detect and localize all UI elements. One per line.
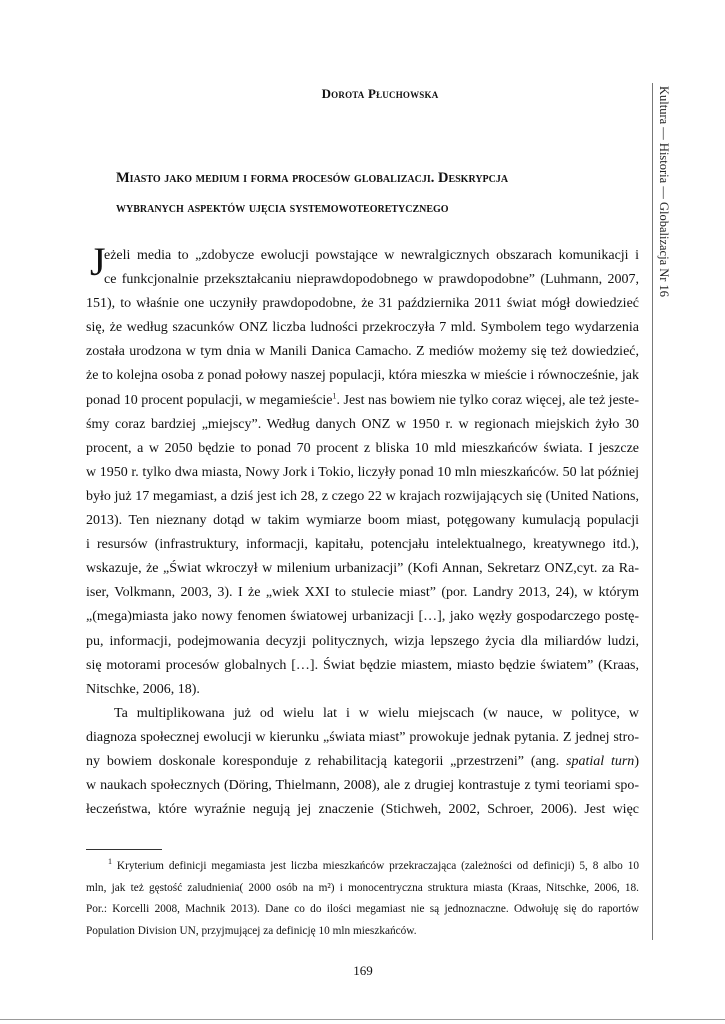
body-line: w 1950 r. tylko dwa miasta, Nowy Jork i Tokio, liczyły ponad 10 mln mieszkańców. 50 lat później (86, 464, 639, 480)
body-line: śmy coraz bardziej „miejscy”. Według danych ONZ w 1950 r. w regionach miejskich żyło 30 (86, 416, 639, 432)
body-line: i resursów (infrastruktury, informacji, kapitału, potencjału intelektualnego, kreatywnego itd.), (86, 537, 639, 553)
body-line: że to kolejna osoba z ponad połowy naszej populacji, która mieszka w mieście i równocześnie, jak (86, 368, 639, 384)
body-line: było już 17 megamiast, a dziś jest ich 28, z czego 22 w krajach rozwijających się (United Nations, (86, 488, 639, 504)
footnote-line: mln, jak też gęstość zaludnienia( 2000 osób na m²) i monocentryczna struktura miasta (Kraas, Nitschke, 2006, 18. (86, 881, 639, 894)
body-line: ce funkcjonalnie przekształcaniu nieprawdopodobnego w prawdopodobne” (Luhmann, 2007, (104, 272, 639, 288)
body-line: procent, a w 2050 będzie to ponad 70 procent z bliska 10 mld mieszkańców świata. I jeszcze (86, 440, 639, 456)
footnote-line-part: Kryterium definicji megamiasta jest liczba mieszkańców przekraczająca (zależności od definicji) 5, 8 albo 10 (112, 860, 639, 872)
body-line: została urodzona w tym dnia w Manili Danica Camacho. Z mediów możemy się też dowiedzieć, (86, 344, 639, 360)
footnote (86, 856, 639, 942)
page-bottom-rule (0, 1019, 725, 1020)
body-line: 151), to właśnie one uczyniły prawdopodobne, że 31 października 2011 świat mógł dowiedzieć (86, 296, 639, 312)
body-line: pu, informacji, podejmowania decyzji politycznych, wizja lepszego życia dla miliardów ludzi, (86, 633, 639, 649)
footnote-number: 1 (108, 857, 112, 867)
footnote-line: Population Division UN, przyjmującej za definicję 10 mln mieszkańców. (86, 924, 417, 937)
body-line-part: . Jest nas bowiem nie tylko coraz więcej, ale też jeste- (336, 392, 639, 408)
body-line: „(mega)miasta jako nowy fenomen światowej urbanizacji […], jako węzły gospodarczego postę- (86, 609, 639, 625)
body-line (86, 750, 639, 774)
body-line: wskazuje, że „Świat wkroczył w milenium urbanizacji” (Kofi Annan, Sekretarz ONZ,cyt. za Ra- (86, 561, 639, 577)
body-line: Nitschke, 2006, 18). (86, 681, 200, 697)
vertical-rule (652, 83, 653, 940)
body-line (86, 389, 639, 413)
title-line-2: wybranych aspektów ujęcia systemowoteoretycznego (116, 200, 449, 216)
title-line-1: Miasto jako medium i forma procesów globalizacji. Deskrypcja (116, 170, 509, 186)
body-line: iser, Volkmann, 2003, 3). I że „wiek XXI to stulecie miast” (por. Landry 2013, 24), w którym (86, 585, 639, 601)
body-line: się, że według szacunków ONZ liczba ludności przekroczyła 7 mld. Symbolem tego wydarzenia (86, 320, 639, 336)
body-line: się motorami procesów globalnych […]. Świat będzie miastem, miasto będzie światem” (Kraas, (86, 657, 639, 673)
body-line: w naukach społecznych (Döring, Thielmann, 2008), ale z drugiej kontrastuje z tymi teoriami spo- (86, 778, 639, 794)
drop-cap: J (90, 239, 106, 284)
footnote-reference[interactable]: 1 (332, 390, 337, 400)
body-line: 2013). Ten nieznany dotąd w takim wymiarze boom miast, potęgowany kumulacją populacji (86, 513, 639, 529)
footnote-line: Por.: Korcelli 2008, Machnik 2013). Dane co do ilości megamiast nie są jednoznaczne. Odwołuję się do raportów (86, 903, 639, 915)
article-title (116, 163, 616, 223)
author-heading: Dorota Płuchowska (321, 86, 439, 101)
page-number: 169 (353, 963, 373, 978)
running-head: Kultura — Historia — Globalizacja Nr 16 (657, 86, 671, 298)
footnote-line (86, 856, 639, 878)
footnote-separator (86, 849, 162, 850)
body-line-part: ny bowiem doskonale koresponduje z rehabilitacją kategorii „przestrzeni” (ang. (86, 753, 567, 769)
body-text (86, 239, 639, 822)
body-line: Ta multiplikowana już od wielu lat i w wielu miejscach (w nauce, w polityce, w (114, 705, 639, 721)
body-line-part: ) (634, 753, 639, 769)
body-line: eżeli media to „zdobycze ewolucji powstające w newralgicznych obszarach komunikacji i (104, 248, 639, 263)
body-line: łeczeństwa, które wyraźnie negują jej znaczenie (Stichweh, 2002, Schroer, 2006). Jest więc (86, 802, 639, 818)
body-line-part: ponad 10 procent populacji, w megamieście (86, 392, 333, 408)
body-line: diagnoza społecznej ewolucji w kierunku „świata miast” prowokuje jednak pytania. Z jednej stro- (86, 729, 639, 745)
italic-term: spatial turn (566, 753, 635, 769)
